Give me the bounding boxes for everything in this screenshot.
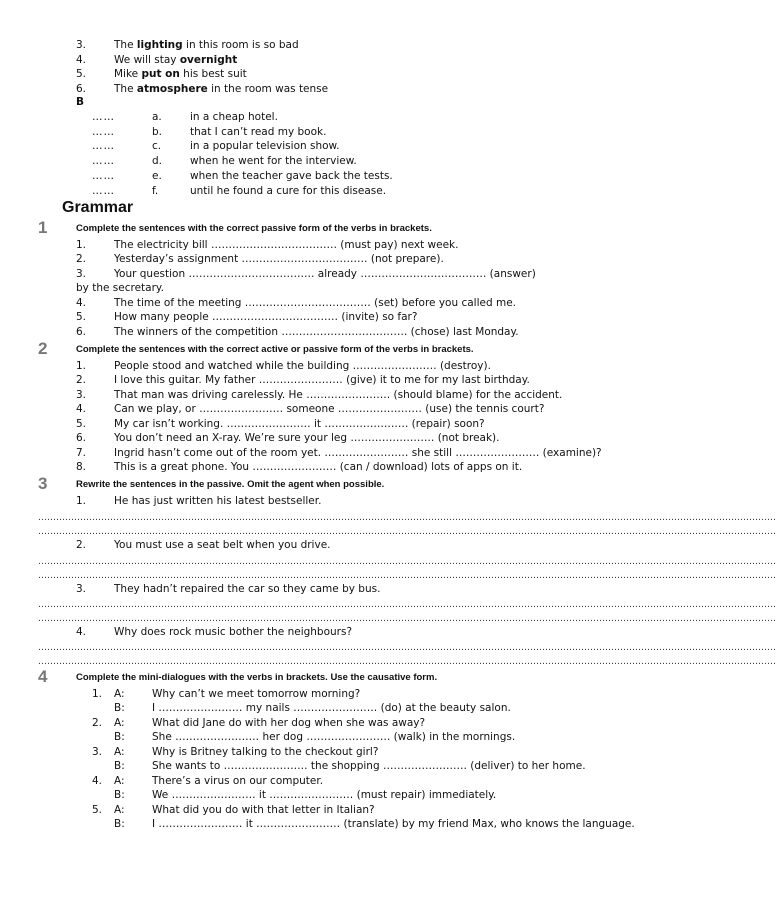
speaker-label: B: bbox=[114, 702, 125, 714]
item-number: 4. bbox=[92, 775, 103, 787]
item-number: 3. bbox=[92, 746, 103, 758]
item-letter: d. bbox=[152, 155, 163, 167]
item-text: The bbox=[114, 83, 137, 95]
item-text: when he went for the interview. bbox=[190, 155, 357, 167]
item-text: You must use a seat belt when you drive. bbox=[114, 539, 331, 551]
item-text: I …………………… it …………………… (translate) by my friend Max, who knows the language. bbox=[152, 818, 635, 830]
item-text: People stood and watched while the building …………………… (destroy). bbox=[114, 360, 491, 372]
item-text: Your question ……………………………… already ……………………………… (answer) bbox=[114, 268, 536, 280]
item-text: How many people ……………………………… (invite) so far? bbox=[114, 311, 418, 323]
item-number: 4. bbox=[76, 54, 87, 66]
speaker-label: A: bbox=[114, 775, 125, 787]
exercise-instruction: Complete the mini-dialogues with the verbs in brackets. Use the causative form. bbox=[76, 672, 438, 683]
item-text: The electricity bill ……………………………… (must pay) next week. bbox=[114, 239, 459, 251]
answer-line[interactable]: ………………………………………………………………………………………………………………………………………………………………………………………………………………………… bbox=[38, 614, 776, 624]
item-letter: b. bbox=[152, 126, 163, 138]
item-number: 2. bbox=[76, 253, 87, 265]
item-number: 7. bbox=[76, 447, 87, 459]
item-number: 3. bbox=[76, 389, 87, 401]
speaker-label: A: bbox=[114, 688, 125, 700]
item-number: 4. bbox=[76, 626, 87, 638]
item-text: You don’t need an X-ray. We’re sure your leg …………………… (not break). bbox=[114, 432, 500, 444]
item-text: in a cheap hotel. bbox=[190, 111, 278, 123]
item-text: This is a great phone. You …………………… (can / download) lots of apps on it. bbox=[114, 461, 523, 473]
item-number: 4. bbox=[76, 403, 87, 415]
item-number: 1. bbox=[76, 495, 87, 507]
item-text: in the room was tense bbox=[207, 83, 329, 95]
item-text: She wants to …………………… the shopping …………………… (deliver) to her home. bbox=[152, 760, 586, 772]
answer-line[interactable]: ………………………………………………………………………………………………………………………………………………………………………………………………………………………… bbox=[38, 571, 776, 581]
item-keyword: overnight bbox=[179, 54, 238, 66]
item-text: Can we play, or …………………… someone …………………… (use) the tennis court? bbox=[114, 403, 545, 415]
item-text: Ingrid hasn’t come out of the room yet. …………………… she still …………………… (examine)? bbox=[114, 447, 602, 459]
item-number: 3. bbox=[76, 39, 87, 51]
item-text: We …………………… it …………………… (must repair) immediately. bbox=[152, 789, 497, 801]
item-number: 3. bbox=[76, 583, 87, 595]
answer-blank[interactable]: …… bbox=[92, 155, 115, 167]
item-text: The time of the meeting ……………………………… (set) before you called me. bbox=[114, 297, 516, 309]
exercise-instruction: Complete the sentences with the correct passive form of the verbs in brackets. bbox=[76, 223, 432, 234]
item-number: 1. bbox=[76, 360, 87, 372]
item-text: The winners of the competition ……………………………… (chose) last Monday. bbox=[114, 326, 519, 338]
speaker-label: B: bbox=[114, 789, 125, 801]
item-number: 5. bbox=[76, 311, 87, 323]
item-number: 4. bbox=[76, 297, 87, 309]
item-text: We will stay bbox=[114, 54, 180, 66]
item-text: Why can’t we meet tomorrow morning? bbox=[152, 688, 361, 700]
exercise-instruction: Rewrite the sentences in the passive. Omit the agent when possible. bbox=[76, 479, 385, 490]
exercise-number: 2 bbox=[38, 339, 48, 358]
item-number: 5. bbox=[76, 418, 87, 430]
item-number: 2. bbox=[76, 539, 87, 551]
item-text: Why does rock music bother the neighbours? bbox=[114, 626, 353, 638]
item-text: My car isn’t working. …………………… it …………………… (repair) soon? bbox=[114, 418, 485, 430]
item-letter: a. bbox=[152, 111, 162, 123]
item-number: 1. bbox=[76, 239, 87, 251]
speaker-label: A: bbox=[114, 804, 125, 816]
exercise-number: 4 bbox=[38, 667, 48, 686]
item-number: 2. bbox=[92, 717, 103, 729]
answer-blank[interactable]: …… bbox=[92, 170, 115, 182]
item-number: 6. bbox=[76, 432, 87, 444]
speaker-label: B: bbox=[114, 760, 125, 772]
item-text: Mike bbox=[114, 68, 142, 80]
exercise-number: 3 bbox=[38, 474, 48, 493]
answer-line[interactable]: ………………………………………………………………………………………………………………………………………………………………………………………………………………………… bbox=[38, 557, 776, 567]
item-text: Why is Britney talking to the checkout girl? bbox=[152, 746, 379, 758]
item-text: when the teacher gave back the tests. bbox=[190, 170, 393, 182]
item-text: in this room is so bad bbox=[182, 39, 299, 51]
item-letter: f. bbox=[152, 185, 159, 197]
exercise-number: 1 bbox=[38, 218, 48, 237]
speaker-label: B: bbox=[114, 818, 125, 830]
answer-line[interactable]: ………………………………………………………………………………………………………………………………………………………………………………………………………………………… bbox=[38, 513, 776, 523]
item-number: 5. bbox=[92, 804, 103, 816]
item-text: She …………………… her dog …………………… (walk) in the mornings. bbox=[152, 731, 516, 743]
item-number: 6. bbox=[76, 326, 87, 338]
answer-line[interactable]: ………………………………………………………………………………………………………………………………………………………………………………………………………………………… bbox=[38, 643, 776, 653]
item-text: I love this guitar. My father …………………… (give) it to me for my last birthday. bbox=[114, 374, 530, 386]
item-number: 6. bbox=[76, 83, 87, 95]
speaker-label: A: bbox=[114, 746, 125, 758]
speaker-label: B: bbox=[114, 731, 125, 743]
answer-line[interactable]: ………………………………………………………………………………………………………………………………………………………………………………………………………………………… bbox=[38, 600, 776, 610]
item-text: I …………………… my nails …………………… (do) at the beauty salon. bbox=[152, 702, 511, 714]
part-b-label: B bbox=[76, 96, 85, 108]
item-text: until he found a cure for this disease. bbox=[190, 185, 387, 197]
item-text: What did Jane do with her dog when she was away? bbox=[152, 717, 426, 729]
item-text: They hadn’t repaired the car so they came by bus. bbox=[114, 583, 381, 595]
item-text: his best suit bbox=[179, 68, 247, 80]
item-keyword: put on bbox=[141, 68, 180, 80]
item-text: He has just written his latest bestseller. bbox=[114, 495, 322, 507]
item-number: 2. bbox=[76, 374, 87, 386]
item-text: in a popular television show. bbox=[190, 140, 340, 152]
section-title: Grammar bbox=[62, 199, 134, 216]
answer-blank[interactable]: …… bbox=[92, 126, 115, 138]
item-text: that I can’t read my book. bbox=[190, 126, 327, 138]
speaker-label: A: bbox=[114, 717, 125, 729]
exercise-instruction: Complete the sentences with the correct active or passive form of the verbs in brackets. bbox=[76, 344, 474, 355]
item-text: That man was driving carelessly. He …………………… (should blame) for the accident. bbox=[114, 389, 563, 401]
item-text: What did you do with that letter in Italian? bbox=[152, 804, 375, 816]
answer-blank[interactable]: …… bbox=[92, 111, 115, 123]
answer-blank[interactable]: …… bbox=[92, 185, 115, 197]
item-letter: e. bbox=[152, 170, 162, 182]
item-number: 1. bbox=[92, 688, 103, 700]
item-letter: c. bbox=[152, 140, 162, 152]
answer-blank[interactable]: …… bbox=[92, 140, 115, 152]
item-text: by the secretary. bbox=[76, 282, 164, 294]
item-text: There’s a virus on our computer. bbox=[152, 775, 324, 787]
item-text: Yesterday’s assignment ……………………………… (not prepare). bbox=[114, 253, 444, 265]
item-number: 8. bbox=[76, 461, 87, 473]
answer-line[interactable]: ………………………………………………………………………………………………………………………………………………………………………………………………………………………… bbox=[38, 657, 776, 667]
item-keyword: atmosphere bbox=[136, 83, 208, 95]
item-keyword: lighting bbox=[136, 39, 183, 51]
item-text: The bbox=[114, 39, 137, 51]
answer-line[interactable]: ………………………………………………………………………………………………………………………………………………………………………………………………………………………… bbox=[38, 527, 776, 537]
item-number: 5. bbox=[76, 68, 87, 80]
item-number: 3. bbox=[76, 268, 87, 280]
